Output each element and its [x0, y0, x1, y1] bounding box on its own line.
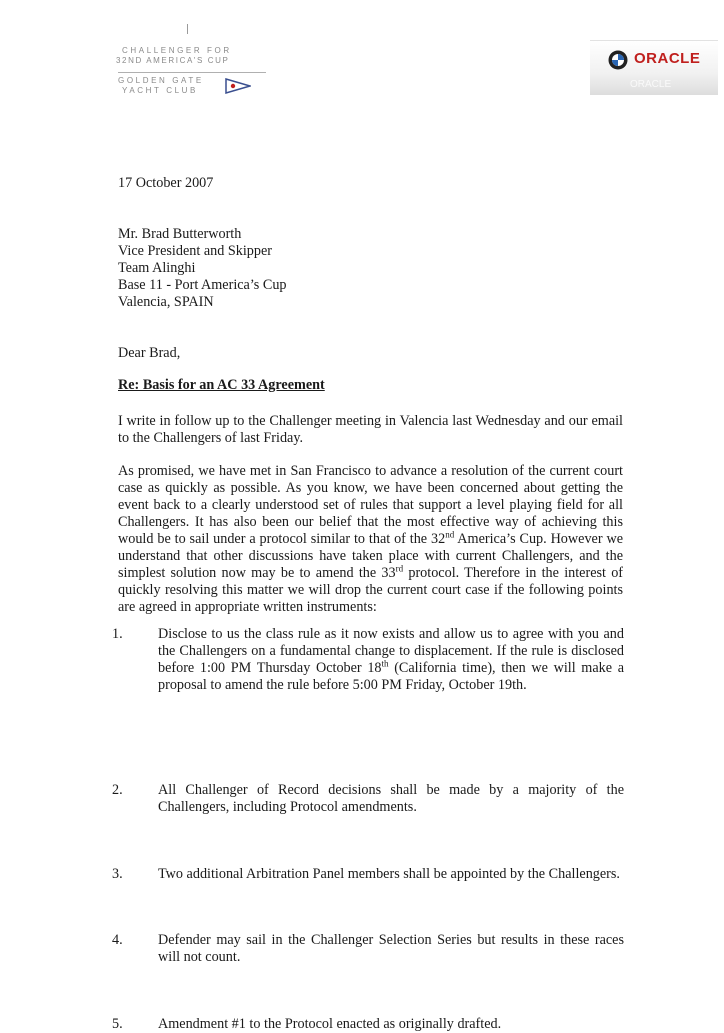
oracle-wordmark: ORACLE — [634, 50, 701, 67]
challenger-logo — [112, 34, 282, 104]
logo-line-2: 32ND AMERICA'S CUP — [116, 56, 230, 65]
ordinal-suffix: rd — [395, 563, 404, 574]
letter-date: 17 October 2007 — [118, 175, 214, 191]
salutation: Dear Brad, — [118, 345, 181, 361]
list-item-text: Amendment #1 to the Protocol enacted as originally drafted. — [158, 1016, 502, 1032]
recipient-title: Vice President and Skipper — [118, 243, 272, 259]
list-item-number: 1. — [112, 626, 123, 642]
logo-line-3: GOLDEN GATE — [118, 76, 204, 85]
list-item-number: 3. — [112, 866, 123, 882]
subject-line: Re: Basis for an AC 33 Agreement — [118, 377, 325, 393]
paragraph-proposal-part-b: America’s Cup. However we understand that other discussions have taken place with current Challengers, and the simplest solution now may be to amend the 33 — [118, 531, 623, 581]
list-item-number: 2. — [112, 782, 123, 798]
oracle-faint-wordmark: ORACLE — [630, 79, 672, 90]
recipient-team: Team Alinghi — [118, 260, 196, 276]
paragraph-proposal — [118, 463, 623, 616]
oracle-bmw-logo — [590, 40, 718, 95]
ordinal-suffix: nd — [445, 529, 455, 540]
list-item — [112, 626, 624, 694]
list-item-number: 4. — [112, 932, 123, 948]
logo-line-4: YACHT CLUB — [122, 86, 198, 95]
list-item-text: (California time), then we will make a proposal to amend the rule before 5:00 PM Friday, October 19th. — [158, 660, 624, 693]
list-item-text: Disclose to us the class rule as it now exists and allow us to agree with you and the Challengers on a fundamental change to displacement. If the rule is disclosed before 1:00 PM Thursday October 18 — [158, 626, 624, 676]
paragraph-intro: I write in follow up to the Challenger meeting in Valencia last Wednesday and our email to the Challengers of last Friday. — [118, 413, 623, 446]
logo-line-1: CHALLENGER FOR — [122, 46, 232, 55]
yacht-club-burgee-icon — [225, 78, 251, 94]
list-item — [112, 1016, 624, 1033]
recipient-street: Base 11 - Port America’s Cup — [118, 277, 287, 293]
logo-tick-mark — [187, 24, 188, 34]
recipient-city: Valencia, SPAIN — [118, 294, 214, 310]
list-item-text: Two additional Arbitration Panel members shall be appointed by the Challengers. — [158, 866, 620, 882]
paragraph-proposal-part-a: As promised, we have met in San Francisco to advance a resolution of the current court case as quickly as possible. As you know, we have been concerned about getting the event back to a clearly understood set of rules that support a level playing field for all Challengers. It has also been our belief that the most effective way of achieving this would be to sail under a protocol similar to that of the 32 — [118, 463, 623, 547]
paragraph-proposal-part-c: protocol. Therefore in the interest of quickly resolving this matter we will drop the current court case if the following points are agreed in appropriate written instruments: — [118, 565, 624, 615]
list-item — [112, 932, 624, 966]
list-item-text: Defender may sail in the Challenger Selection Series but results in these races will not count. — [158, 932, 624, 965]
ordinal-suffix: th — [381, 658, 389, 669]
logo-divider — [118, 72, 266, 73]
recipient-address — [118, 226, 287, 311]
list-item-number: 5. — [112, 1016, 123, 1032]
list-item-text: All Challenger of Record decisions shall be made by a majority of the Challengers, including Protocol amendments. — [158, 782, 624, 815]
conditions-list — [112, 626, 624, 1032]
bmw-roundel-icon — [608, 50, 628, 70]
recipient-name: Mr. Brad Butterworth — [118, 226, 242, 242]
list-item — [112, 866, 624, 883]
list-item — [112, 782, 624, 816]
